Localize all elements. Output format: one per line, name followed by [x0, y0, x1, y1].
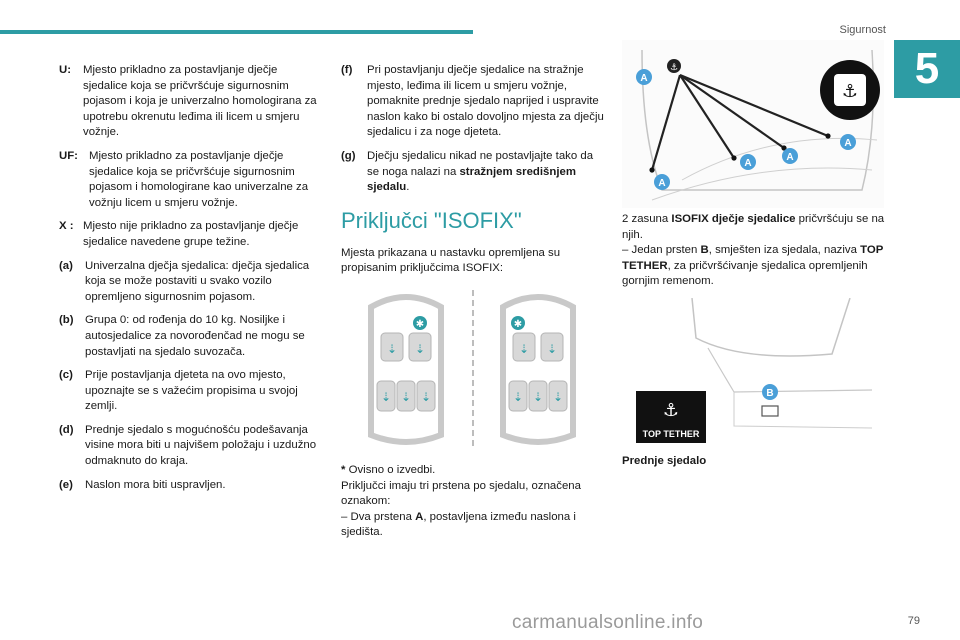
- ring-a-desc: , postavljena između naslona i sjedišta.: [341, 510, 576, 539]
- svg-text:⚓: ⚓: [669, 63, 679, 73]
- legend-key: UF:: [59, 149, 78, 162]
- legend-text: Mjesto prikladno za postavljanje dječje sjedalice koja se pričvršćuje sigurnosnim pojasom i homologirane kao univerzalne za vožnju licem u smjeru vožnje.: [89, 149, 309, 209]
- svg-text:✱: ✱: [415, 318, 425, 330]
- anchor-text-part: pričvršćuju se na njih.: [622, 213, 885, 241]
- legend-key: (c): [59, 369, 73, 382]
- footnote-text: Ovisno o izvedbi.: [345, 463, 436, 476]
- svg-text:⇣: ⇣: [381, 389, 392, 404]
- legend-text: Mjesto prikladno za postavljanje dječje sjedalice koja se pričvršćuje sigurnosnim pojasom i koja je univerzalno homologirana za upotrebu okrenutu leđima ili licem u smjeru vožnje.: [83, 64, 317, 139]
- ring-a-item: [341, 510, 606, 541]
- tether-text-part: , smješten iza sjedala, naziva: [708, 244, 861, 257]
- tether-text-part: , za pričvršćivanje sjedalica opremljenih gornjim remenom.: [622, 259, 868, 288]
- legend-g: [341, 149, 606, 196]
- chapter-tab: 5: [894, 40, 960, 98]
- svg-text:⇣: ⇣: [415, 341, 426, 356]
- tether-text-part: – Jedan prsten: [622, 244, 701, 257]
- anchor-bold: ISOFIX dječje sjedalice: [671, 213, 796, 225]
- isofix-intro: Mjesta prikazana u nastavku opremljena su propisanim priključcima ISOFIX:: [341, 246, 561, 275]
- legend-text: Univerzalna dječja sjedalica: dječja sjedalica koja se može postaviti u svako vozilo opremljeno sigurnosnim pojasom.: [85, 259, 310, 303]
- legend-a: [59, 259, 324, 306]
- marker-b-icon: [762, 384, 778, 400]
- anchor-marker-icon: [667, 59, 681, 73]
- rings-text: Priključci imaju tri prstena po sjedalu, označena oznakom:: [341, 479, 581, 508]
- svg-text:⇣: ⇣: [421, 389, 432, 404]
- legend-text: Dječju sjedalicu nikad ne postavljajte tako da se noga nalazi na: [367, 149, 594, 178]
- page-number: 79: [907, 615, 920, 627]
- legend-d: [59, 423, 324, 470]
- isofix-marker-icon: [511, 316, 525, 330]
- legend-key: (d): [59, 423, 74, 436]
- legend-e: [59, 478, 324, 494]
- svg-text:⚓: ⚓: [841, 81, 859, 102]
- marker-a: A: [744, 158, 752, 169]
- legend-key: (f): [341, 64, 353, 76]
- header-accent-bar: [0, 30, 473, 34]
- legend-bold: stražnjem središnjem sjedalu: [367, 165, 576, 194]
- marker-a: A: [844, 138, 852, 149]
- legend-c: [59, 368, 324, 415]
- section-heading: Priključci "ISOFIX": [341, 207, 522, 233]
- ring-a-label: A: [415, 510, 424, 523]
- top-tether-label: TOP TETHER: [642, 428, 700, 439]
- svg-text:⇣: ⇣: [547, 341, 558, 356]
- watermark: carmanualsonline.info: [512, 612, 704, 633]
- top-tether-logo: [636, 391, 706, 443]
- legend-u: [59, 63, 324, 141]
- anchor-text: [622, 212, 892, 243]
- top-tether-figure: [622, 298, 884, 444]
- legend-text: Prednje sjedalo s mogućnošću podešavanja visine mora biti u najvišem položaju i uzdužno odmaknuto do kraja.: [85, 423, 317, 468]
- svg-text:⇣: ⇣: [519, 341, 530, 356]
- svg-text:✱: ✱: [513, 318, 523, 330]
- legend-text: Naslon mora biti uspravljen.: [85, 478, 226, 491]
- legend-key: X :: [59, 220, 74, 233]
- svg-text:⇣: ⇣: [513, 389, 524, 404]
- legend-text: Grupa 0: od rođenja do 10 kg. Nosiljke i autosjedalice za novorođenčad ne mogu se postavljati na sjedalo suvozača.: [85, 314, 305, 358]
- ring-a-text: – Dva prstena: [341, 510, 416, 523]
- svg-text:⇣: ⇣: [553, 389, 564, 404]
- legend-text: Pri postavljanju dječje sjedalice na stražnje mjesto, leđima ili licem u smjeru vožnje, pomaknite prednje sjedalo naprijed i uspravite naslon kako bi ostalo dovoljno mjesta za dječju sjedalicu i za noge djeteta.: [367, 64, 604, 139]
- isofix-pictogram: [820, 60, 880, 120]
- legend-key: (a): [59, 259, 73, 272]
- legend-key: (g): [341, 149, 356, 162]
- anchor-column: [622, 40, 892, 470]
- front-seat-subheading: Prednje sjedalo: [622, 454, 707, 467]
- isofix-rear-seat-figure: [622, 40, 884, 208]
- legend-x: [59, 219, 324, 250]
- isofix-column: [341, 63, 606, 541]
- anchor-text-part: 2 zasuna: [622, 213, 672, 225]
- marker-a: A: [640, 73, 648, 84]
- legend-end: .: [406, 181, 410, 194]
- marker-a: A: [786, 152, 794, 163]
- legend-key: (b): [59, 314, 74, 327]
- svg-text:⇣: ⇣: [401, 389, 412, 404]
- footnote-star: *: [341, 463, 346, 476]
- isofix-marker-icon: [413, 316, 427, 330]
- tether-bold: TOP TETHER: [622, 244, 884, 272]
- legend-column: [59, 63, 324, 501]
- svg-text:⚓: ⚓: [662, 399, 680, 421]
- legend-f: [341, 63, 606, 141]
- legend-text: Mjesto nije prikladno za postavljanje dječje sjedalice navedene grupe težine.: [83, 220, 299, 248]
- legend-b: [59, 313, 324, 360]
- legend-text: Prije postavljanja djeteta na ovo mjesto, upoznajte se s važećim propisima u svojoj zemlji.: [85, 369, 298, 413]
- legend-uf: [59, 149, 324, 211]
- marker-a: A: [658, 178, 666, 189]
- marker-b: B: [766, 387, 774, 399]
- svg-text:⇣: ⇣: [533, 389, 544, 404]
- legend-key: U:: [59, 64, 72, 76]
- legend-key: (e): [59, 478, 73, 491]
- svg-text:⇣: ⇣: [387, 341, 398, 356]
- tether-label: B: [700, 244, 709, 257]
- isofix-seat-diagram: [341, 285, 606, 455]
- section-title: Sigurnost: [839, 24, 886, 36]
- car-outline-left: [371, 297, 441, 442]
- top-tether-text: [622, 243, 892, 290]
- footnote: [341, 463, 606, 479]
